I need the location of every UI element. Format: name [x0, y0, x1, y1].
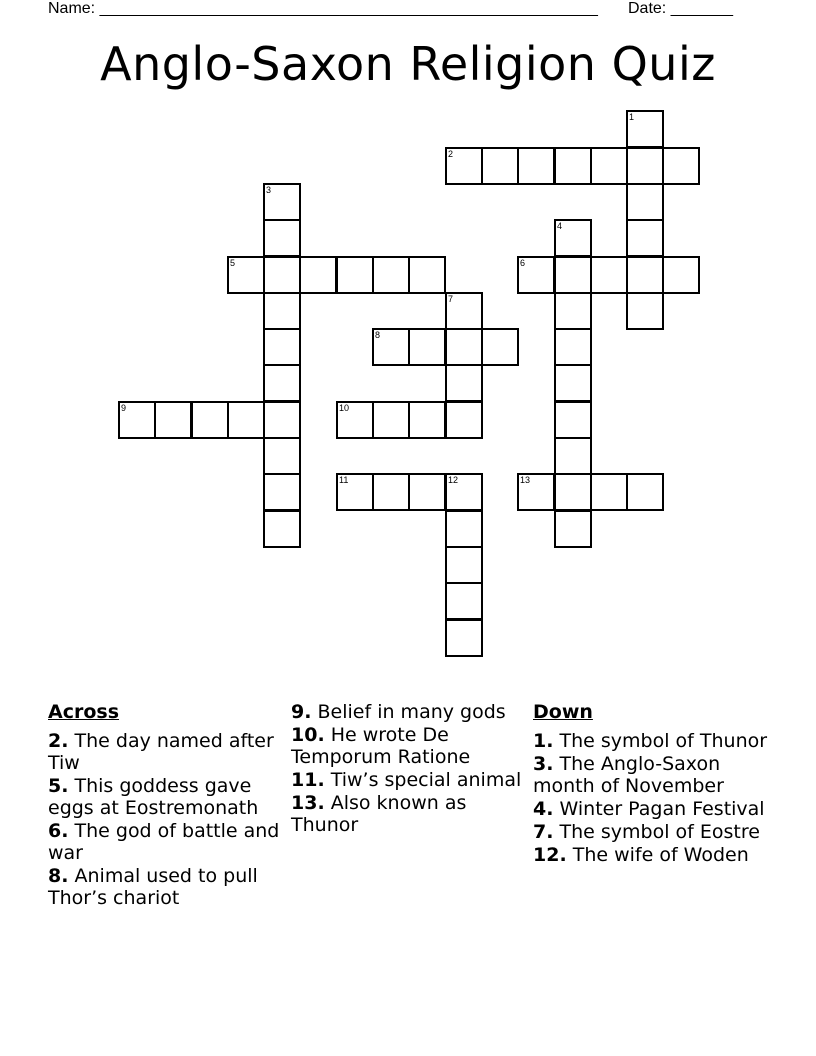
clue-number-label: 9: [121, 403, 127, 413]
crossword-cell[interactable]: [445, 510, 483, 548]
crossword-cell[interactable]: [554, 292, 592, 330]
clue-across-6: [48, 820, 284, 864]
crossword-cell[interactable]: [336, 473, 374, 511]
crossword-cell[interactable]: [662, 147, 700, 185]
crossword-cell[interactable]: [227, 401, 265, 439]
crossword-cell[interactable]: [299, 256, 337, 294]
clue-number: 6.: [48, 820, 69, 842]
crossword-cell[interactable]: [517, 256, 555, 294]
clue-across-13: [291, 792, 527, 836]
crossword-cell[interactable]: [626, 183, 664, 221]
crossword-cell[interactable]: [445, 328, 483, 366]
clue-across-11: [291, 769, 527, 791]
clue-across-8: [48, 865, 284, 909]
crossword-cell[interactable]: [408, 328, 446, 366]
crossword-cell[interactable]: [118, 401, 156, 439]
crossword-cell[interactable]: [263, 364, 301, 402]
crossword-cell[interactable]: [336, 256, 374, 294]
crossword-cell[interactable]: [626, 147, 664, 185]
crossword-cell[interactable]: [408, 401, 446, 439]
crossword-cell[interactable]: [263, 328, 301, 366]
down-heading: Down: [533, 701, 593, 723]
clue-number: 2.: [48, 730, 69, 752]
clue-down-4: [533, 798, 769, 820]
clue-number: 4.: [533, 798, 554, 820]
crossword-cell[interactable]: [554, 256, 592, 294]
crossword-cell[interactable]: [590, 147, 628, 185]
crossword-cell[interactable]: [626, 292, 664, 330]
crossword-cell[interactable]: [626, 110, 664, 148]
crossword-cell[interactable]: [481, 328, 519, 366]
crossword-cell[interactable]: [554, 473, 592, 511]
crossword-cell[interactable]: [445, 473, 483, 511]
clue-text: The symbol of Thunor: [559, 730, 768, 752]
crossword-cell[interactable]: [263, 401, 301, 439]
crossword-cell[interactable]: [626, 256, 664, 294]
clue-text: Animal used to pull Thor’s chariot: [48, 865, 258, 909]
clue-number-label: 5: [230, 258, 236, 268]
clue-text: Tiw’s special animal: [330, 769, 522, 791]
crossword-cell[interactable]: [263, 292, 301, 330]
clue-number-label: 4: [557, 221, 563, 231]
crossword-cell[interactable]: [481, 147, 519, 185]
clue-number: 12.: [533, 844, 567, 866]
clue-number-label: 6: [520, 258, 526, 268]
crossword-cell[interactable]: [554, 328, 592, 366]
clue-text: The god of battle and war: [48, 820, 280, 864]
clue-number: 7.: [533, 821, 554, 843]
clue-number-label: 2: [448, 149, 454, 159]
crossword-cell[interactable]: [626, 473, 664, 511]
crossword-cell[interactable]: [372, 328, 410, 366]
crossword-cell[interactable]: [263, 256, 301, 294]
clue-number: 3.: [533, 753, 554, 775]
crossword-cell[interactable]: [554, 510, 592, 548]
crossword-cell[interactable]: [154, 401, 192, 439]
crossword-cell[interactable]: [191, 401, 229, 439]
crossword-cell[interactable]: [554, 437, 592, 475]
crossword-cell[interactable]: [445, 546, 483, 584]
clue-number-label: 7: [448, 294, 454, 304]
crossword-cell[interactable]: [445, 147, 483, 185]
clue-number: 9.: [291, 701, 312, 723]
crossword-cell[interactable]: [263, 473, 301, 511]
down-column: [533, 701, 769, 867]
date-field-label: Date: _______: [628, 0, 733, 17]
crossword-cell[interactable]: [408, 256, 446, 294]
crossword-cell[interactable]: [408, 473, 446, 511]
clue-down-7: [533, 821, 769, 843]
clue-down-12: [533, 844, 769, 866]
across-heading: Across: [48, 701, 120, 723]
clue-across-5: [48, 775, 284, 819]
clue-number: 11.: [291, 769, 325, 791]
crossword-cell[interactable]: [445, 401, 483, 439]
clue-text: The symbol of Eostre: [559, 821, 760, 843]
clue-text: Also known as Thunor: [291, 792, 467, 836]
crossword-cell[interactable]: [445, 619, 483, 657]
crossword-cell[interactable]: [662, 256, 700, 294]
crossword-cell[interactable]: [554, 401, 592, 439]
crossword-cell[interactable]: [445, 364, 483, 402]
clue-text: This goddess gave eggs at Eostremonath: [48, 775, 259, 819]
clue-number: 13.: [291, 792, 325, 814]
clue-number-label: 10: [339, 403, 350, 413]
clue-number: 1.: [533, 730, 554, 752]
clue-number-label: 13: [520, 475, 531, 485]
clue-text: Winter Pagan Festival: [559, 798, 765, 820]
crossword-cell[interactable]: [554, 147, 592, 185]
crossword-cell[interactable]: [445, 582, 483, 620]
crossword-cell[interactable]: [590, 473, 628, 511]
crossword-cell[interactable]: [263, 183, 301, 221]
crossword-cell[interactable]: [372, 401, 410, 439]
crossword-cell[interactable]: [554, 219, 592, 257]
clue-down-1: [533, 730, 769, 752]
crossword-cell[interactable]: [336, 401, 374, 439]
clue-across-9: [291, 701, 527, 723]
clue-text: The wife of Woden: [572, 844, 749, 866]
clue-number-label: 11: [339, 475, 349, 485]
crossword-cell[interactable]: [517, 473, 555, 511]
clue-number-label: 12: [448, 475, 459, 485]
crossword-cell[interactable]: [554, 364, 592, 402]
page-title: Anglo-Saxon Religion Quiz: [100, 37, 716, 91]
crossword-cell[interactable]: [372, 256, 410, 294]
across-column-1: [48, 701, 284, 910]
clue-number-label: 8: [375, 330, 381, 340]
crossword-cell[interactable]: [517, 147, 555, 185]
crossword-cell[interactable]: [372, 473, 410, 511]
clue-text: The day named after Tiw: [48, 730, 274, 774]
crossword-cell[interactable]: [227, 256, 265, 294]
crossword-cell[interactable]: [263, 437, 301, 475]
clue-text: He wrote De Temporum Ratione: [291, 724, 471, 768]
clue-number-label: 3: [266, 185, 272, 195]
clue-text: Belief in many gods: [317, 701, 506, 723]
clue-number: 5.: [48, 775, 69, 797]
crossword-cell[interactable]: [626, 219, 664, 257]
clue-across-2: [48, 730, 284, 774]
across-column-2: [291, 701, 527, 837]
clue-across-10: [291, 724, 527, 768]
clue-down-3: [533, 753, 769, 797]
crossword-cell[interactable]: [263, 219, 301, 257]
clue-number-label: 1: [629, 112, 635, 122]
clue-number: 8.: [48, 865, 69, 887]
clue-number: 10.: [291, 724, 325, 746]
clue-text: The Anglo-Saxon month of November: [533, 753, 724, 797]
crossword-cell[interactable]: [590, 256, 628, 294]
name-field-label: Name: ________________________________________________________: [48, 0, 598, 17]
crossword-cell[interactable]: [263, 510, 301, 548]
crossword-cell[interactable]: [445, 292, 483, 330]
